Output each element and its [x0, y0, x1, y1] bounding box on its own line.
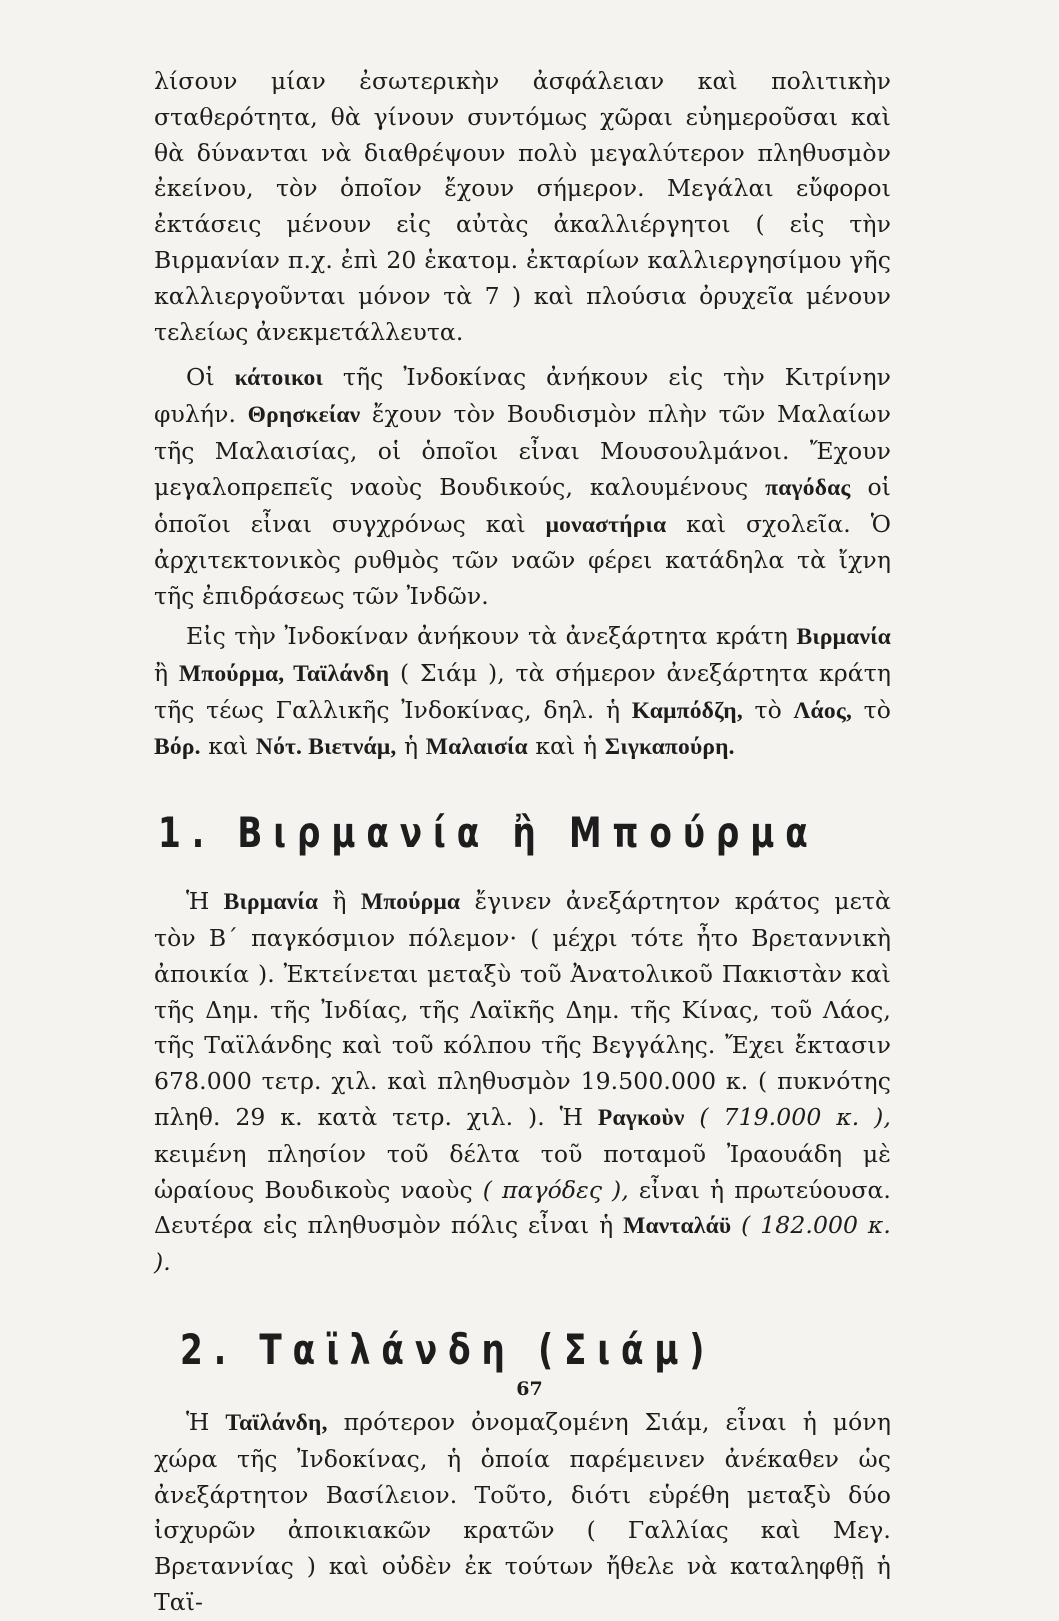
italic-note: ( παγόδες ), [482, 1175, 629, 1204]
bold-term: Μπούρμα, Ταϊλάνδη [178, 660, 390, 687]
bold-term: παγόδας [765, 474, 851, 501]
text: εἶναι ἡ πρωτεύουσα. Δευτέρα εἰς πληθυσμὸν πόλις εἶναι ἡ [154, 1175, 891, 1240]
text: λίσουν μίαν ἐσωτερικὴν ἀσφάλειαν καὶ πολιτικὴν σταθερότητα, θὰ γίνουν συντόμως χῶραι εὐημεροῦσαι καὶ θὰ δύνανται νὰ διαθρέψουν πολὺ μεγαλύτερον πληθυσμὸν ἐκείνου, τὸν ὁποῖον ἔχουν σήμερον. Μεγάλαι εὔφοροι ἐκτάσεις μένουν εἰς αὐτὰς ἀκαλλιέργητοι ( εἰς τὴν Βιρμανίαν π.χ. ἐπὶ 20 ἑκατομ. ἐκταρίων καλλιεργησίμου γῆς καλλιεργοῦνται μόνον τὰ 7 ) καὶ πλούσια ὀρυχεῖα μένουν τελείως ἀνεκμετάλλευτα. [154, 67, 891, 346]
text: τὸ [852, 695, 891, 724]
italic-note: ( 719.000 κ. ), [684, 1102, 891, 1131]
bold-term: Λάος, [793, 697, 853, 724]
paragraph-states [154, 619, 891, 766]
bold-term: κάτοικοι [234, 365, 323, 392]
text: ( Σιάμ ), τὰ σήμερον ἀνεξάρτητα κράτη τῆς τέως Γαλλικῆς Ἰνδοκίνας, δηλ. ἡ [154, 658, 892, 724]
section-heading-burma: 1. Βιρμανία ἢ Μπούρμα [158, 808, 819, 858]
paragraph-burma [154, 884, 891, 1281]
bold-term: Σιγκαπούρη. [604, 734, 735, 761]
text: Εἰς τὴν Ἰνδοκίναν ἀνήκουν τὰ ἀνεξάρτητα κράτη [186, 621, 797, 650]
bold-term: Νότ. Βιετνάμ, [255, 734, 397, 761]
section-heading-thailand: 2. Ταϊλάνδη (Σιάμ) [180, 1324, 716, 1374]
text: καὶ σχολεῖα. Ὁ ἀρχιτεκτονικὸς ρυθμὸς τῶν ναῶν φέρει κατάδηλα τὰ ἴχνη τῆς ἐπιδράσεως τῶν Ἰνδῶν. [154, 509, 891, 611]
text: καὶ ἡ [527, 732, 605, 761]
text: Οἱ [186, 363, 235, 392]
text: κειμένη πλησίον τοῦ δέλτα τοῦ ποταμοῦ Ἰραουάδη μὲ ὡραίους Βουδικοὺς ναοὺς [154, 1139, 891, 1204]
text: ἡ [396, 732, 426, 761]
page-number: 67 [516, 1378, 543, 1400]
text: Ἡ [186, 887, 224, 916]
text: πρότερον ὀνομαζομένη Σιάμ, εἶναι ἡ μόνη χώρα τῆς Ἰνδοκίνας, ἡ ὁποία παρέμεινεν ἀνέκαθεν ὡς ἀνεξάρτητον Βασίλειον. Τοῦτο, διότι εὑρέθη μεταξὺ δύο ἰσχυρῶν ἀποικιακῶν κρατῶν ( Γαλλίας καὶ Μεγ. Βρεταννίας ) καὶ οὐδὲν ἐκ τούτων ἤθελε νὰ καταληφθῇ ἡ Ταϊ- [154, 1407, 891, 1616]
paragraph-intro [154, 64, 891, 350]
text: ἔχουν τὸν Βουδισμὸν πλὴν τῶν Μαλαίων τῆς Μαλαισίας, οἱ ὁποῖοι εἶναι Μουσουλμάνοι. Ἔχουν μεγαλοπρεπεῖς ναοὺς Βουδικούς, καλουμένους [154, 400, 891, 501]
bold-term: Μπούρμα [360, 889, 461, 916]
bold-term: Ταϊλάνδη, [225, 1409, 328, 1436]
text: καὶ [200, 732, 256, 761]
text: ἔγινεν ἀνεξάρτητον κράτος μετὰ τὸν Β΄ παγκόσμιον πόλεμον· ( μέχρι τότε ἦτο Βρεταννικὴ ἀποικία ). Ἐκτείνεται μεταξὺ τοῦ Ἀνατολικοῦ Πακιστὰν καὶ τῆς Δημ. τῆς Ἰνδίας, τῆς Λαϊκῆς Δημ. τῆς Κίνας, τοῦ Λάος, τῆς Ταϊλάνδης καὶ τοῦ κόλπου τῆς Βεγγάλης. Ἔχει ἔκτασιν 678.000 τετρ. χιλ. καὶ πληθυσμὸν 19.500.000 κ. ( πυκνότης πληθ. 29 κ. κατὰ τετρ. χιλ. ). Ἡ [154, 887, 891, 1131]
bold-term: Βιρμανία [223, 889, 319, 916]
italic-note: ( 182.000 κ. ). [154, 1211, 891, 1277]
bold-term: Βιρμανία [796, 623, 891, 650]
bold-term: Βόρ. [154, 734, 201, 761]
text: Ἡ [186, 1407, 226, 1436]
text: τὸ [742, 695, 794, 724]
text: ἢ [318, 887, 361, 916]
paragraph-thailand [154, 1405, 891, 1621]
text: οἱ ὁποῖοι εἶναι συγχρόνως καὶ [154, 472, 892, 538]
bold-term: Μανταλάϋ [623, 1213, 732, 1240]
bold-term: Μαλαισία [425, 734, 528, 761]
bold-term: Θρησκείαν [247, 402, 361, 429]
bold-term: Ραγκοὺν [597, 1104, 685, 1131]
paragraph-inhabitants [154, 360, 891, 615]
bold-term: μοναστήρια [545, 511, 667, 538]
text: τῆς Ἰνδοκίνας ἀνήκουν εἰς τὴν Κιτρίνην φυλήν. [154, 363, 892, 429]
bold-term: Καμπόδζη, [631, 697, 743, 724]
text: ἢ [154, 658, 179, 687]
